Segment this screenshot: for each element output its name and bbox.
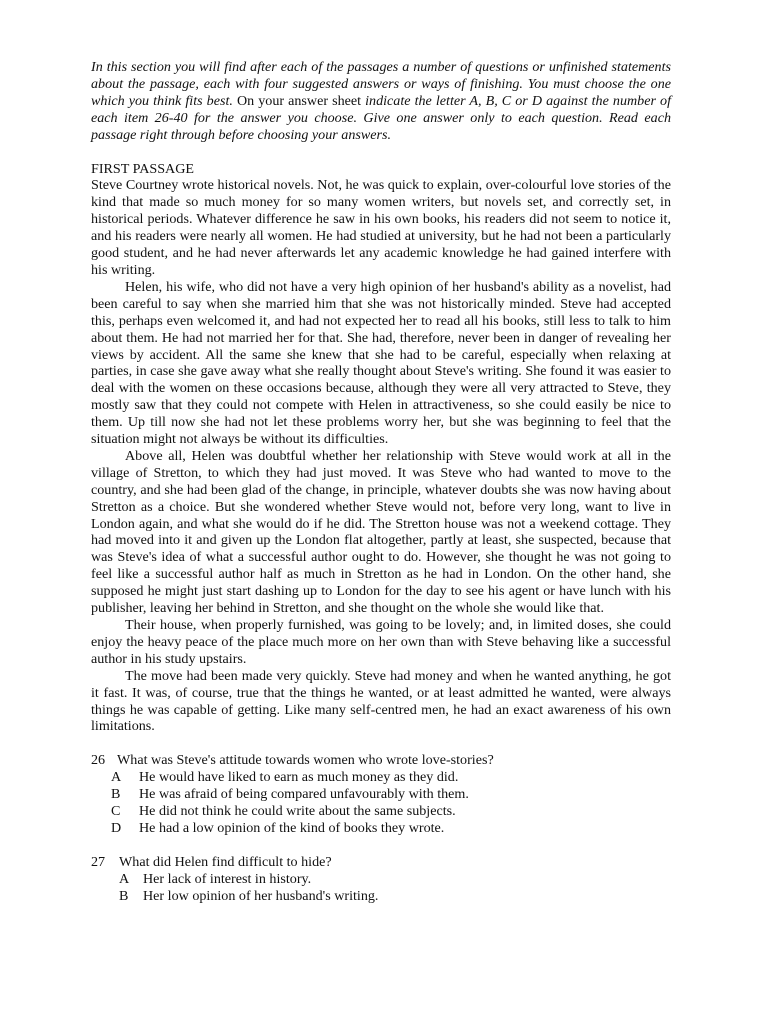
- instructions-part-3: indicate the letter A, B, C or D against the number of each item 26-40 for the answer you choose. Give one answer only to each question. Read each passage right through before choosing your answers.: [91, 92, 671, 143]
- answer-option-d[interactable]: [91, 820, 671, 837]
- option-text: He would have liked to earn as much money as they did.: [139, 769, 459, 786]
- option-letter: A: [111, 769, 122, 786]
- option-letter: B: [111, 786, 121, 803]
- question-27: [91, 854, 671, 905]
- option-text: He had a low opinion of the kind of books they wrote.: [139, 819, 445, 836]
- option-text: He was afraid of being compared unfavourably with them.: [139, 786, 469, 803]
- instructions-part-2: On your answer sheet: [232, 92, 366, 109]
- passage-paragraph: The move had been made very quickly. Steve had money and when he wanted anything, he got it fast. It was, of course, true that the things he wanted, or at least admitted he wanted, were always things he was capable of getting. Like many self-centred men, he had an exact awareness of his own limitations.: [91, 667, 671, 735]
- option-text: Her lack of interest in history.: [143, 870, 312, 887]
- question-stem: [91, 854, 671, 871]
- passage-body: [91, 177, 671, 735]
- passage-paragraph: Helen, his wife, who did not have a very high opinion of her husband's ability as a novelist, had been careful to say when she married him that she was not historically minded. Steve had accepted this, perhaps even welcomed it, and had not expected her to read all his books, still less to talk to him about them. He had not married her for that. She had, therefore, never been in danger of revealing her views by accident. All the same she knew that she had to be careful, especially when relaxing at parties, in case she gave away what she really thought about Steve's writing. She found it was easier to deal with the women on these occasions because, although they were all very attracted to Steve, they mostly saw that they could not compete with Helen in attractiveness, so she could easily be nice to them. Up till now she had not let these problems worry her, but she was beginning to feel that the situation might not always be without its difficulties.: [91, 278, 671, 448]
- instructions-part-1: In this section you will find after each of the passages a number of questions or unfinished statements about the passage, each with four suggested answers or ways of finishing. You must choose the one which you think fits best.: [91, 59, 671, 109]
- passage-paragraph: Steve Courtney wrote historical novels. Not, he was quick to explain, over-colourful love stories of the kind that made so much money for so many women writers, but novels set, and correctly set, in historical periods. Whatever difference he saw in his own books, his readers did not seem to notice it, and his readers were nearly all women. He had studied at university, but he had not been a particularly good student, and he had never afterwards let any academic knowledge he had gained interfere with his writing.: [91, 177, 671, 278]
- answer-option-a[interactable]: [91, 769, 671, 786]
- question-text: What did Helen find difficult to hide?: [119, 853, 332, 870]
- passage-paragraph: Their house, when properly furnished, was going to be lovely; and, in limited doses, she could enjoy the heavy peace of the place much more on her own than with Steve behaving like a successful author in his study upstairs.: [91, 617, 671, 667]
- passage-title: FIRST PASSAGE: [91, 160, 195, 177]
- instructions: [91, 59, 671, 144]
- question-text: What was Steve's attitude towards women who wrote love-stories?: [117, 752, 494, 769]
- question-26: [91, 752, 671, 837]
- option-letter: B: [119, 887, 129, 904]
- answer-option-b[interactable]: [91, 888, 671, 905]
- answer-option-a[interactable]: [91, 871, 671, 888]
- option-letter: A: [119, 870, 130, 887]
- question-number: 27: [91, 853, 106, 870]
- question-stem: [91, 752, 671, 769]
- question-number: 26: [91, 752, 106, 769]
- answer-option-c[interactable]: [91, 803, 671, 820]
- option-text: He did not think he could write about the same subjects.: [139, 803, 456, 820]
- answer-option-b[interactable]: [91, 786, 671, 803]
- answer-options: [91, 769, 671, 837]
- option-letter: C: [111, 803, 121, 820]
- passage-paragraph: Above all, Helen was doubtful whether her relationship with Steve would work at all in the village of Stretton, to which they had just moved. It was Steve who had wanted to move to the country, and she had been glad of the change, in principle, whatever doubts she was now having about Stretton as a choice. But she wondered whether Steve would not, before very long, want to live in London again, and what she would do if he did. The Stretton house was not a weekend cottage. They had moved into it and given up the London flat altogether, partly at least, she suspected, because that was Steve's idea of what a successful author ought to do. However, she thought he was not going to feel like a successful author half as much in Stretton as he had in London. On the other hand, she supposed he might just start dashing up to London for the day to see his agent or have lunch with his publisher, leaving her behind in Stretton, and she thought on the whole she would like that.: [91, 447, 671, 617]
- option-letter: D: [111, 819, 122, 836]
- answer-options: [91, 871, 671, 905]
- option-text: Her low opinion of her husband's writing.: [143, 887, 379, 904]
